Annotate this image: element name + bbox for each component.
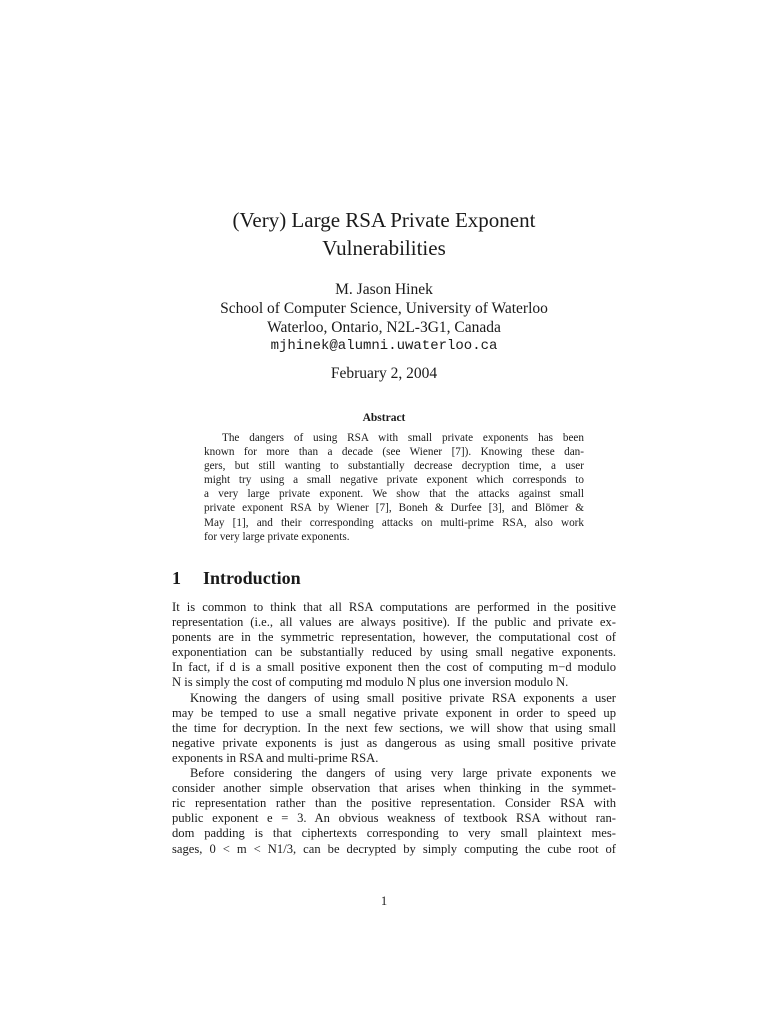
body-line: may be temped to use a small negative private exponent in order to speed up bbox=[172, 705, 616, 720]
body-line: Before considering the dangers of using very large private exponents we bbox=[190, 766, 616, 781]
paper-date: February 2, 2004 bbox=[330, 365, 438, 382]
body-line: N is simply the cost of computing md modulo N plus one inversion modulo N. bbox=[172, 675, 569, 690]
author-email: mjhinek@alumni.uwaterloo.ca bbox=[270, 338, 498, 354]
body-line: ponents are in the symmetric representation, however, the computational cost of bbox=[172, 630, 616, 645]
page-number: 1 bbox=[380, 894, 388, 908]
body-line: exponentiation can be substantially reduced by using small negative exponents. bbox=[172, 645, 616, 660]
body-line: In fact, if d is a small positive exponent then the cost of computing m−d modulo bbox=[172, 660, 616, 675]
body-line: sages, 0 < m < N1/3, can be decrypted by simply computing the cube root of bbox=[172, 841, 616, 856]
body-line: negative private exponents is just as dangerous as using small positive private bbox=[172, 735, 616, 750]
body-line: It is common to think that all RSA computations are performed in the positive bbox=[172, 600, 616, 614]
abstract-line: might try using a small negative private exponent which corresponds to bbox=[204, 474, 584, 487]
body-line: Knowing the dangers of using small positive private RSA exponents a user bbox=[190, 690, 616, 705]
section-title: Introduction bbox=[203, 568, 301, 588]
abstract-line: a very large private exponent. We show that the attacks against small bbox=[204, 488, 584, 501]
body-line: consider another simple observation that arises when thinking in the symmet- bbox=[172, 781, 616, 796]
body-line: representation (i.e., all values are always positive). If the public and private ex- bbox=[172, 615, 616, 630]
abstract-heading: Abstract bbox=[362, 412, 406, 424]
abstract-line: for very large private exponents. bbox=[204, 530, 350, 543]
abstract-line: The dangers of using RSA with small private exponents has been bbox=[222, 432, 584, 444]
abstract-line: May [1], and their corresponding attacks on multi-prime RSA, also work bbox=[204, 516, 584, 529]
abstract-body bbox=[204, 431, 584, 544]
affiliation-line-1: School of Computer Science, University of Waterloo bbox=[220, 300, 548, 317]
title-line-2: Vulnerabilities bbox=[322, 236, 446, 260]
abstract-line: gers, but still wanting to substantially decrease decryption time, a user bbox=[204, 460, 584, 473]
abstract-line: private exponent RSA by Wiener [7], Boneh & Durfee [3], and Blömer & bbox=[204, 502, 584, 515]
title-line-1: (Very) Large RSA Private Exponent bbox=[232, 208, 536, 232]
author-block bbox=[0, 280, 768, 356]
body-line: exponents in RSA and multi-prime RSA. bbox=[172, 750, 379, 765]
paper-title bbox=[0, 206, 768, 262]
section-heading bbox=[172, 567, 301, 589]
section-body bbox=[172, 600, 616, 857]
body-line: public exponent e = 3. An obvious weakness of textbook RSA without ran- bbox=[172, 811, 616, 826]
section-number: 1 bbox=[172, 568, 181, 588]
body-line: the time for decryption. In the next few sections, we will show that using small bbox=[172, 720, 616, 735]
body-line: dom padding is that ciphertexts corresponding to very small plaintext mes- bbox=[172, 826, 616, 841]
affiliation-line-2: Waterloo, Ontario, N2L-3G1, Canada bbox=[267, 319, 501, 336]
body-line: ric representation rather than the positive representation. Consider RSA with bbox=[172, 796, 616, 811]
author-name: M. Jason Hinek bbox=[335, 281, 433, 298]
abstract-line: known for more than a decade (see Wiener [7]). Knowing these dan- bbox=[204, 446, 584, 459]
